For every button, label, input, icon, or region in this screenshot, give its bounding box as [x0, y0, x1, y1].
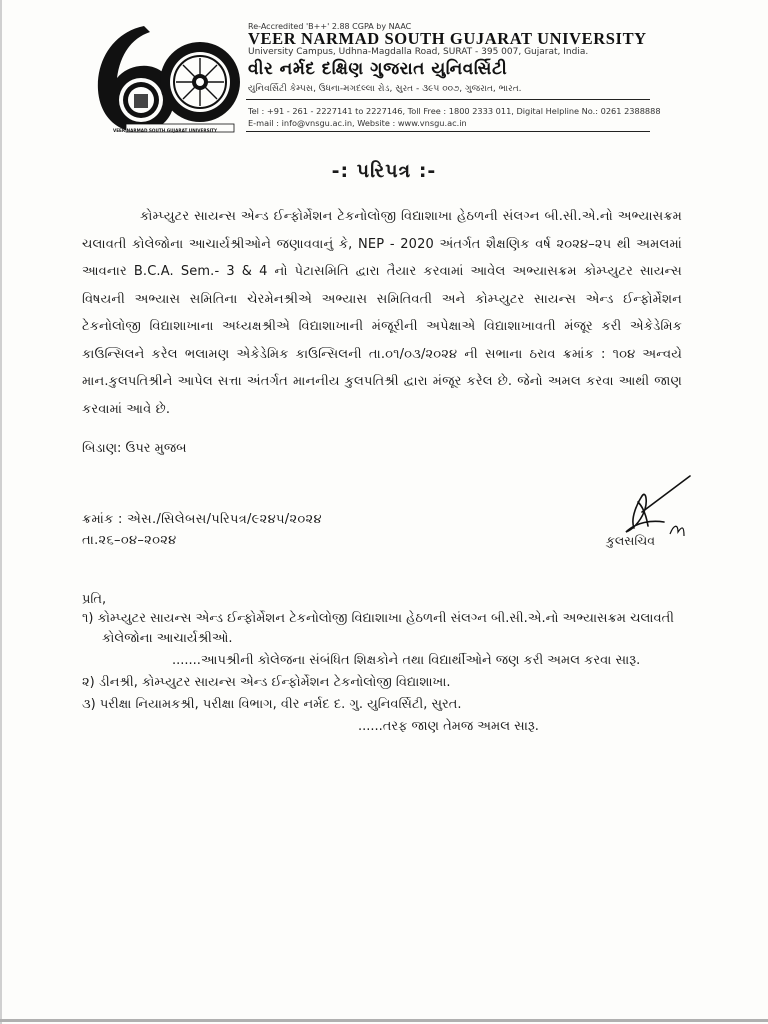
distribution-item-1-note: .......આપશ્રીની કોલેજના સંબંધિત શિક્ષકોને તથા વિદ્યાર્થીઓને જણ કરી અમલ કરવા સારૂ.	[172, 653, 641, 668]
address-english: University Campus, Udhna-Magdalla Road, SURAT - 395 007, Gujarat, India.	[248, 47, 589, 57]
distribution-to: પ્રતિ,	[82, 592, 107, 607]
circular-title: -: પરિપત્ર :-	[331, 160, 437, 182]
contact-email-website: E-mail : info@vnsgu.ac.in, Website : www.vnsgu.ac.in	[248, 118, 467, 128]
distribution-item-1-cont: કોલેજોના આચાર્યશ્રીઓ.	[102, 631, 233, 646]
reference-number: ક્રમાંક : એસ./સિલેબસ/પરિપત્ર/૯૨૪૫/૨૦૨૪	[82, 512, 322, 527]
distribution-item-1: ૧) કોમ્પ્યુટર સાયન્સ એન્ડ ઈન્ફોર્મેશન ટેકનોલોજી વિદ્યાશાખા હેઠળની સંલગ્ન બી.સી.એ.નો અભ્યાસક્રમ ચલાવતી	[82, 611, 674, 626]
enclosure-note: બિડાણ: ઉપર મુજબ	[82, 441, 187, 456]
address-gujarati: યુનિવર્સિટી કેમ્પસ, ઉધના-મગદલ્લા રોડ, સુરત - ૩૯૫ ૦૦૭, ગુજરાત, ભારત.	[248, 84, 522, 94]
scan-edge	[0, 0, 2, 1024]
distribution-item-3-note: ......તરફ જાણ તેમજ અમલ સારૂ.	[358, 719, 539, 734]
naac-accreditation: Re-Accredited 'B++' 2.88 CGPA by NAAC	[248, 22, 412, 31]
signature-icon	[612, 472, 696, 542]
reference-date: તા.૨૬–૦૪–૨૦૨૪	[82, 533, 177, 548]
university-name-gujarati: વીર નર્મદ દક્ષિણ ગુજરાત યુનિવર્સિટી	[248, 59, 508, 79]
scan-bottom-edge	[0, 1019, 768, 1022]
logo-caption: VEER NARMAD SOUTH GUJARAT UNIVERSITY	[112, 128, 218, 133]
contact-telephone: Tel : +91 - 261 - 2227141 to 2227146, Toll Free : 1800 2333 011, Digital Helpline No.: 0261 2388888	[248, 106, 661, 116]
university-name-english: VEER NARMAD SOUTH GUJARAT UNIVERSITY	[248, 29, 647, 48]
circular-body: કોમ્પ્યુટર સાયન્સ એન્ડ ઈન્ફોર્મેશન ટેકનોલોજી વિદ્યાશાખા હેઠળની સંલગ્ન બી.સી.એ.નો અભ્યાસક્રમ ચલાવતી કોલેજોના આચાર્યશ્રીઓને જણાવવાનું કે, NEP - 2020 અંતર્ગત શૈક્ષણિક વર્ષ ૨૦૨૪–૨૫ થી અમલમાં આવનાર B.C.A. Sem.- 3 & 4 નો પેટાસમિતિ દ્વારા તૈયાર કરવામાં આવેલ અભ્યાસક્રમ કોમ્પ્યુટર સાયન્સ વિષયની અભ્યાસ સમિતિના ચેરમેનશ્રીએ અભ્યાસ સમિતિવતી અને કોમ્પ્યુટર સાયન્સ એન્ડ ઈન્ફોર્મેશન ટેકનોલોજી વિદ્યાશાખાના અધ્યક્ષશ્રીએ વિદ્યાશાખાની મંજૂરીની અપેક્ષાએ વિદ્યાશાખાવતી મંજૂર કરી એકેડેમિક કાઉન્સિલને કરેલ ભલામણ એકેડેમિક કાઉન્સિલની તા.૦૧/૦૩/૨૦૨૪ ની સભાના ઠરાવ ક્રમાંક : ૧૦૪ અન્વયે માન.કુલપતિશ્રીને આપેલ સત્તા અંતર્ગત માનનીય કુલપતિશ્રી દ્વારા મંજૂર કરેલ છે. જેનો અમલ કરવા આથી જાણ કરવામાં આવે છે.	[82, 209, 682, 417]
university-emblem-60-icon	[86, 20, 242, 138]
distribution-item-3: ૩) પરીક્ષા નિયામકશ્રી, પરીક્ષા વિભાગ, વીર નર્મદ દ. ગુ. યુનિવર્સિટી, સુરત.	[82, 697, 462, 712]
signatory-title: કુલસચિવ	[606, 533, 656, 548]
letterhead-divider-bottom	[246, 131, 650, 132]
distribution-item-2: ૨) ડીનશ્રી, કોમ્પ્યુટર સાયન્સ એન્ડ ઈન્ફોર્મેશન ટેકનોલોજી વિદ્યાશાખા.	[82, 675, 451, 690]
letterhead-divider	[246, 99, 650, 100]
